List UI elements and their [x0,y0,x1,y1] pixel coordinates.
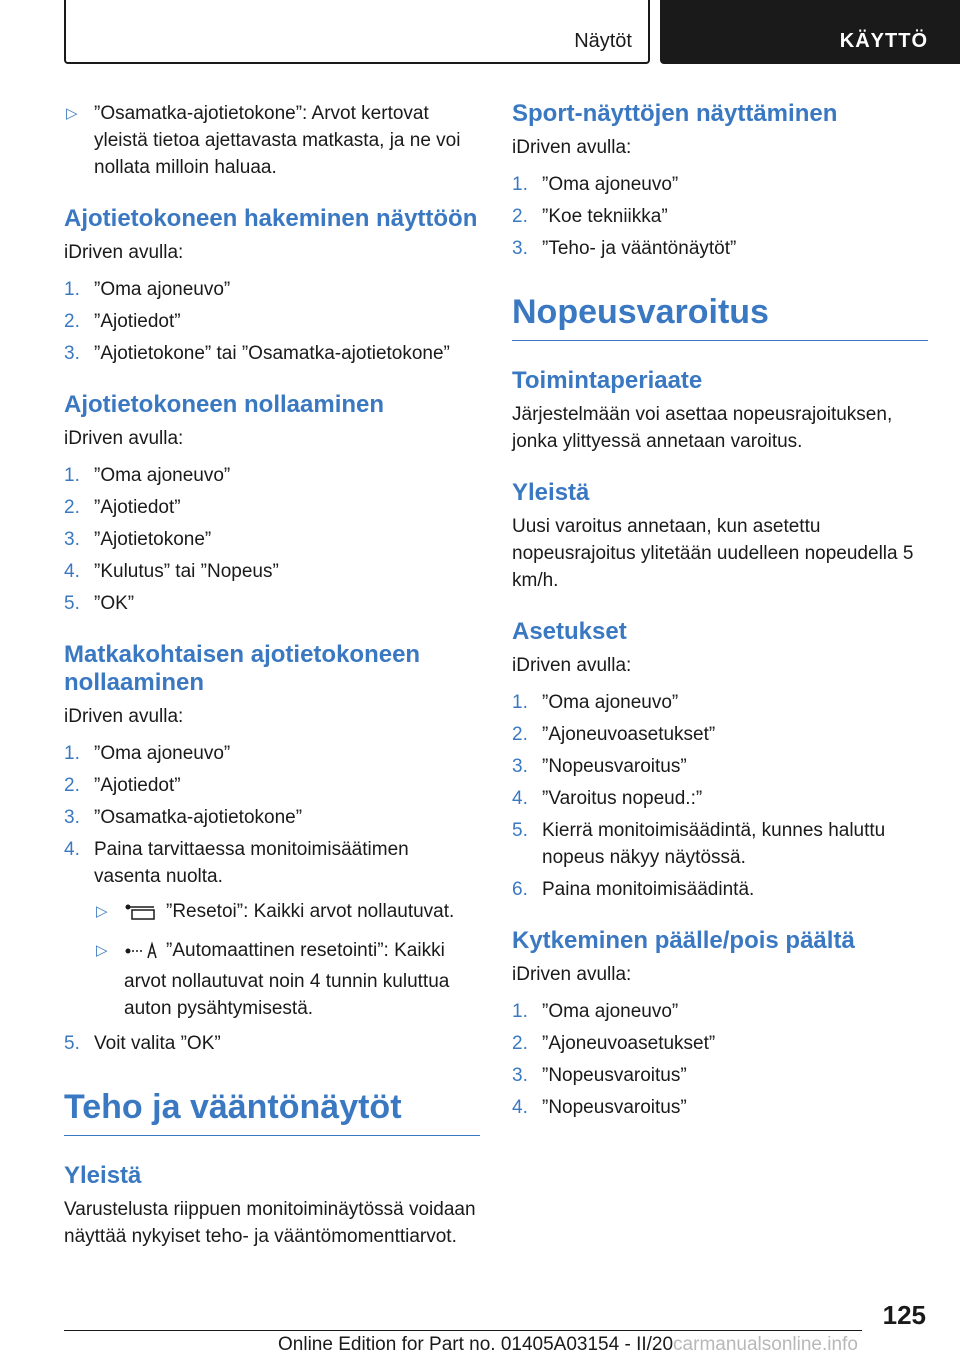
list-item: 4. ”Varoitus nopeud.:” [512,788,703,809]
list-item: 2. ”Ajotiedot” [64,775,181,796]
list-item: 2. ”Ajoneuvoasetukset” [512,1033,716,1054]
list-item: 5. Kierrä monitoimisäädintä, kunnes haluttu nopeus näkyy näytössä. [512,820,886,868]
list-item: 5. ”OK” [64,593,135,614]
reset-icon [124,902,158,929]
left-column [64,100,480,1250]
header-chapter-tab [660,0,960,64]
list-item: 2. ”Ajotiedot” [64,497,181,518]
triangle-bullet-icon: ▷ [96,903,108,920]
list-item: 1. ”Oma ajoneuvo” [64,279,231,300]
sub-bullet-item: ▷ ”Automaattinen resetointi”: Kaikki arvot nollautuvat noin 4 tunnin kuluttua auton pysähtymisestä. [64,937,480,1022]
step-list [64,276,480,367]
list-item: 1. ”Oma ajoneuvo” [64,465,231,486]
step-list [512,171,928,262]
section-title: Matkakohtaisen ajotietokoneen nollaaminen [64,641,421,696]
section-title: Kytkeminen päälle/pois päältä [512,927,855,954]
triangle-bullet-icon: ▷ [66,105,78,122]
step-list [512,998,928,1121]
list-item: 2. ”Ajotiedot” [64,311,181,332]
chapter-title: Teho ja vääntönäytöt [64,1087,480,1136]
body-text: Varustelusta riippuen monitoiminäytössä voidaan näyttää nykyiset teho- ja vääntömomenttiarvot. [64,1199,476,1247]
header-section-tab [64,0,650,64]
list-item: 3. ”Osamatka-ajotietokone” [64,807,303,828]
list-item: 1. ”Oma ajoneuvo” [512,1001,679,1022]
list-item: 3. ”Nopeusvaroitus” [512,756,687,777]
lead-text: iDriven avulla: [64,706,184,727]
footer-divider [64,1330,862,1331]
body-text: Järjestelmään voi asettaa nopeusrajoituksen, jonka ylittyessä annetaan varoitus. [512,404,893,452]
lead-text: iDriven avulla: [512,964,632,985]
list-item: 3. ”Teho- ja vääntönäytöt” [512,238,737,259]
page-number: 125 [882,1300,926,1330]
list-item: 6. Paina monitoimisäädintä. [512,879,755,900]
intro-bullet: ▷ ”Osamatka-ajotietokone”: Arvot kertovat yleistä tietoa ajettavasta matkasta, ja ne voi nollata milloin haluaa. [64,100,480,181]
section-title: Ajotietokoneen hakeminen näyttöön [64,205,478,232]
section-title: Toimintaperiaate [512,367,703,394]
section-title: Ajotietokoneen nollaaminen [64,391,385,418]
list-item: 3. ”Ajotietokone” [64,529,212,550]
step-list [64,462,480,617]
section-title: Yleistä [512,479,590,506]
watermark: carmanualsonline.info [673,1334,858,1355]
lead-text: iDriven avulla: [512,137,632,158]
section-title: Yleistä [64,1162,142,1189]
header-section-label: Näytöt [574,30,632,52]
list-item: 4. ”Nopeusvaroitus” [512,1097,687,1118]
lead-text: iDriven avulla: [64,242,184,263]
list-item: 2. ”Ajoneuvoasetukset” [512,724,716,745]
list-item: 1. ”Oma ajoneuvo” [64,743,231,764]
step-list [64,740,480,1057]
list-item: 4. Paina tarvittaessa monitoimisäätimen vasenta nuolta. [64,839,409,887]
list-item: 2. ”Koe tekniikka” [512,206,668,227]
lead-text: iDriven avulla: [512,655,632,676]
list-item: 1. ”Oma ajoneuvo” [512,174,679,195]
section-title: Sport-näyttöjen näyttäminen [512,100,838,127]
list-item: 3. ”Nopeusvaroitus” [512,1065,687,1086]
body-text: Uusi varoitus annetaan, kun asetettu nopeusrajoitus ylitetään uudelleen nopeudella 5 km/h. [512,516,914,591]
header-chapter-label: KÄYTTÖ [839,30,928,52]
right-column [512,100,928,1121]
step-list [512,689,928,903]
list-item: 4. ”Kulutus” tai ”Nopeus” [64,561,279,582]
list-item: 1. ”Oma ajoneuvo” [512,692,679,713]
footer-edition: Online Edition for Part no. 01405A03154 - II/20carmanualsonline.info [278,1334,858,1355]
section-title: Asetukset [512,618,627,645]
lead-text: iDriven avulla: [64,428,184,449]
chapter-title: Nopeusvaroitus [512,292,928,341]
list-item: 5. Voit valita ”OK” [64,1033,221,1054]
list-item: 3. ”Ajotietokone” tai ”Osamatka-ajotietokone” [64,343,450,364]
auto-reset-icon [124,941,158,968]
sub-bullet-item: ▷ ”Resetoi”: Kaikki arvot nollautuvat. [64,898,480,929]
triangle-bullet-icon: ▷ [96,942,108,959]
